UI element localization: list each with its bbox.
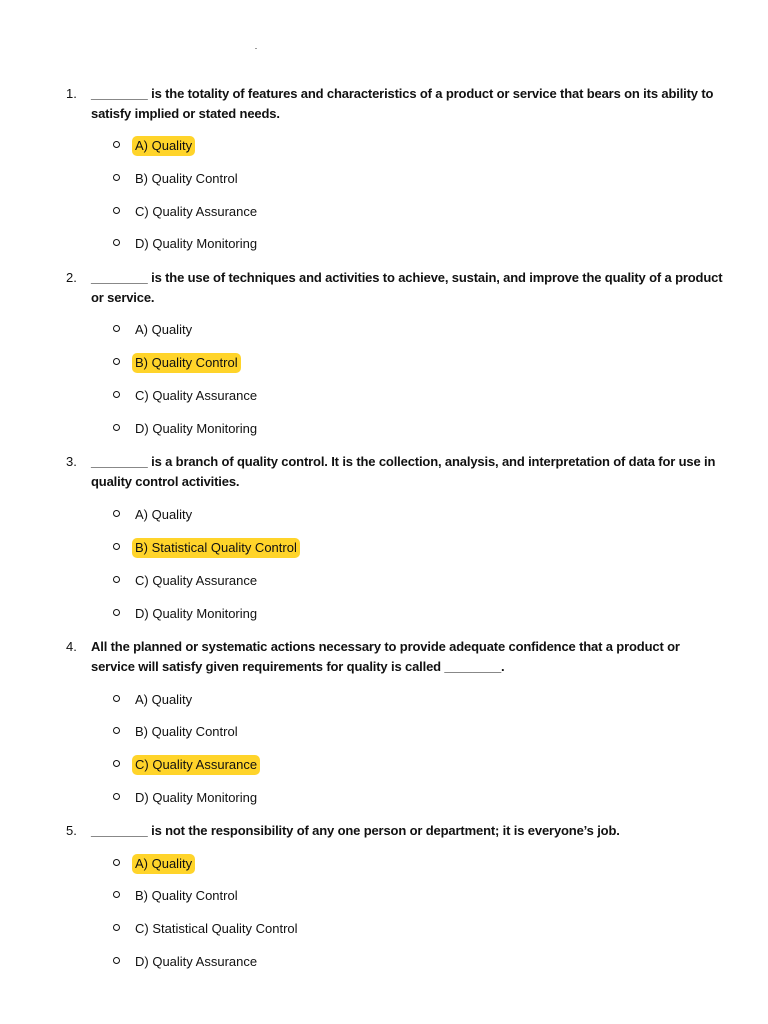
circle-bullet-icon <box>113 793 120 800</box>
circle-bullet-icon <box>113 727 120 734</box>
circle-bullet-icon <box>113 207 120 214</box>
option-label: B) Quality Control <box>135 171 238 186</box>
option-c[interactable] <box>0 755 600 775</box>
question-text: ________ is not the responsibility of any one person or department; it is everyone’s job. <box>91 823 620 838</box>
option-label: B) Quality Control <box>132 353 241 373</box>
option-label: D) Quality Monitoring <box>135 236 258 251</box>
circle-bullet-icon <box>113 510 120 517</box>
circle-bullet-icon <box>113 859 120 866</box>
circle-bullet-icon <box>113 695 120 702</box>
option-d[interactable] <box>0 952 600 972</box>
question-text: All the planned or systematic actions necessary to provide adequate confidence that a product or service will satisfy given requirements for quality is called ________. <box>91 639 680 674</box>
circle-bullet-icon <box>113 891 120 898</box>
option-b[interactable] <box>0 169 600 189</box>
circle-bullet-icon <box>113 957 120 964</box>
option-label: B) Quality Control <box>135 724 238 739</box>
option-a[interactable] <box>0 505 600 525</box>
option-b[interactable] <box>0 722 600 742</box>
circle-bullet-icon <box>113 174 120 181</box>
stray-mark <box>255 48 257 49</box>
option-a[interactable] <box>0 690 600 710</box>
circle-bullet-icon <box>113 924 120 931</box>
circle-bullet-icon <box>113 760 120 767</box>
option-label: A) Quality <box>135 507 193 522</box>
circle-bullet-icon <box>113 543 120 550</box>
option-label: D) Quality Monitoring <box>135 790 258 805</box>
option-c[interactable] <box>0 571 600 591</box>
option-d[interactable] <box>0 419 600 439</box>
question-number: 5. <box>66 823 77 838</box>
question-text: ________ is the use of techniques and activities to achieve, sustain, and improve the quality of a product or service. <box>91 270 723 305</box>
option-b[interactable] <box>0 538 600 558</box>
option-b[interactable] <box>0 353 600 373</box>
option-label: D) Quality Assurance <box>135 954 258 969</box>
circle-bullet-icon <box>113 358 120 365</box>
option-a[interactable] <box>0 136 600 156</box>
option-label: C) Statistical Quality Control <box>135 921 298 936</box>
circle-bullet-icon <box>113 391 120 398</box>
option-label: D) Quality Monitoring <box>135 606 258 621</box>
circle-bullet-icon <box>113 141 120 148</box>
question-number: 4. <box>66 639 77 654</box>
option-d[interactable] <box>0 604 600 624</box>
circle-bullet-icon <box>113 609 120 616</box>
option-a[interactable] <box>0 320 600 340</box>
question-number: 2. <box>66 270 77 285</box>
question-number: 1. <box>66 86 77 101</box>
option-a[interactable] <box>0 854 600 874</box>
option-label: C) Quality Assurance <box>135 573 258 588</box>
option-label: B) Statistical Quality Control <box>132 538 300 558</box>
option-label: A) Quality <box>132 136 195 156</box>
circle-bullet-icon <box>113 325 120 332</box>
option-c[interactable] <box>0 386 600 406</box>
option-c[interactable] <box>0 919 600 939</box>
circle-bullet-icon <box>113 424 120 431</box>
question-text: ________ is a branch of quality control. It is the collection, analysis, and interpretation of data for use in quality control activities. <box>91 454 716 489</box>
option-label: A) Quality <box>132 854 195 874</box>
option-d[interactable] <box>0 788 600 808</box>
option-label: B) Quality Control <box>135 888 238 903</box>
option-label: A) Quality <box>135 322 193 337</box>
circle-bullet-icon <box>113 239 120 246</box>
option-label: C) Quality Assurance <box>135 388 258 403</box>
option-d[interactable] <box>0 234 600 254</box>
circle-bullet-icon <box>113 576 120 583</box>
question-text: ________ is the totality of features and characteristics of a product or service that bears on its ability to satisfy implied or stated needs. <box>91 86 714 121</box>
question-number: 3. <box>66 454 77 469</box>
option-label: D) Quality Monitoring <box>135 421 258 436</box>
option-b[interactable] <box>0 886 600 906</box>
option-label: C) Quality Assurance <box>135 204 258 219</box>
option-c[interactable] <box>0 202 600 222</box>
option-label: A) Quality <box>135 692 193 707</box>
option-label: C) Quality Assurance <box>132 755 260 775</box>
